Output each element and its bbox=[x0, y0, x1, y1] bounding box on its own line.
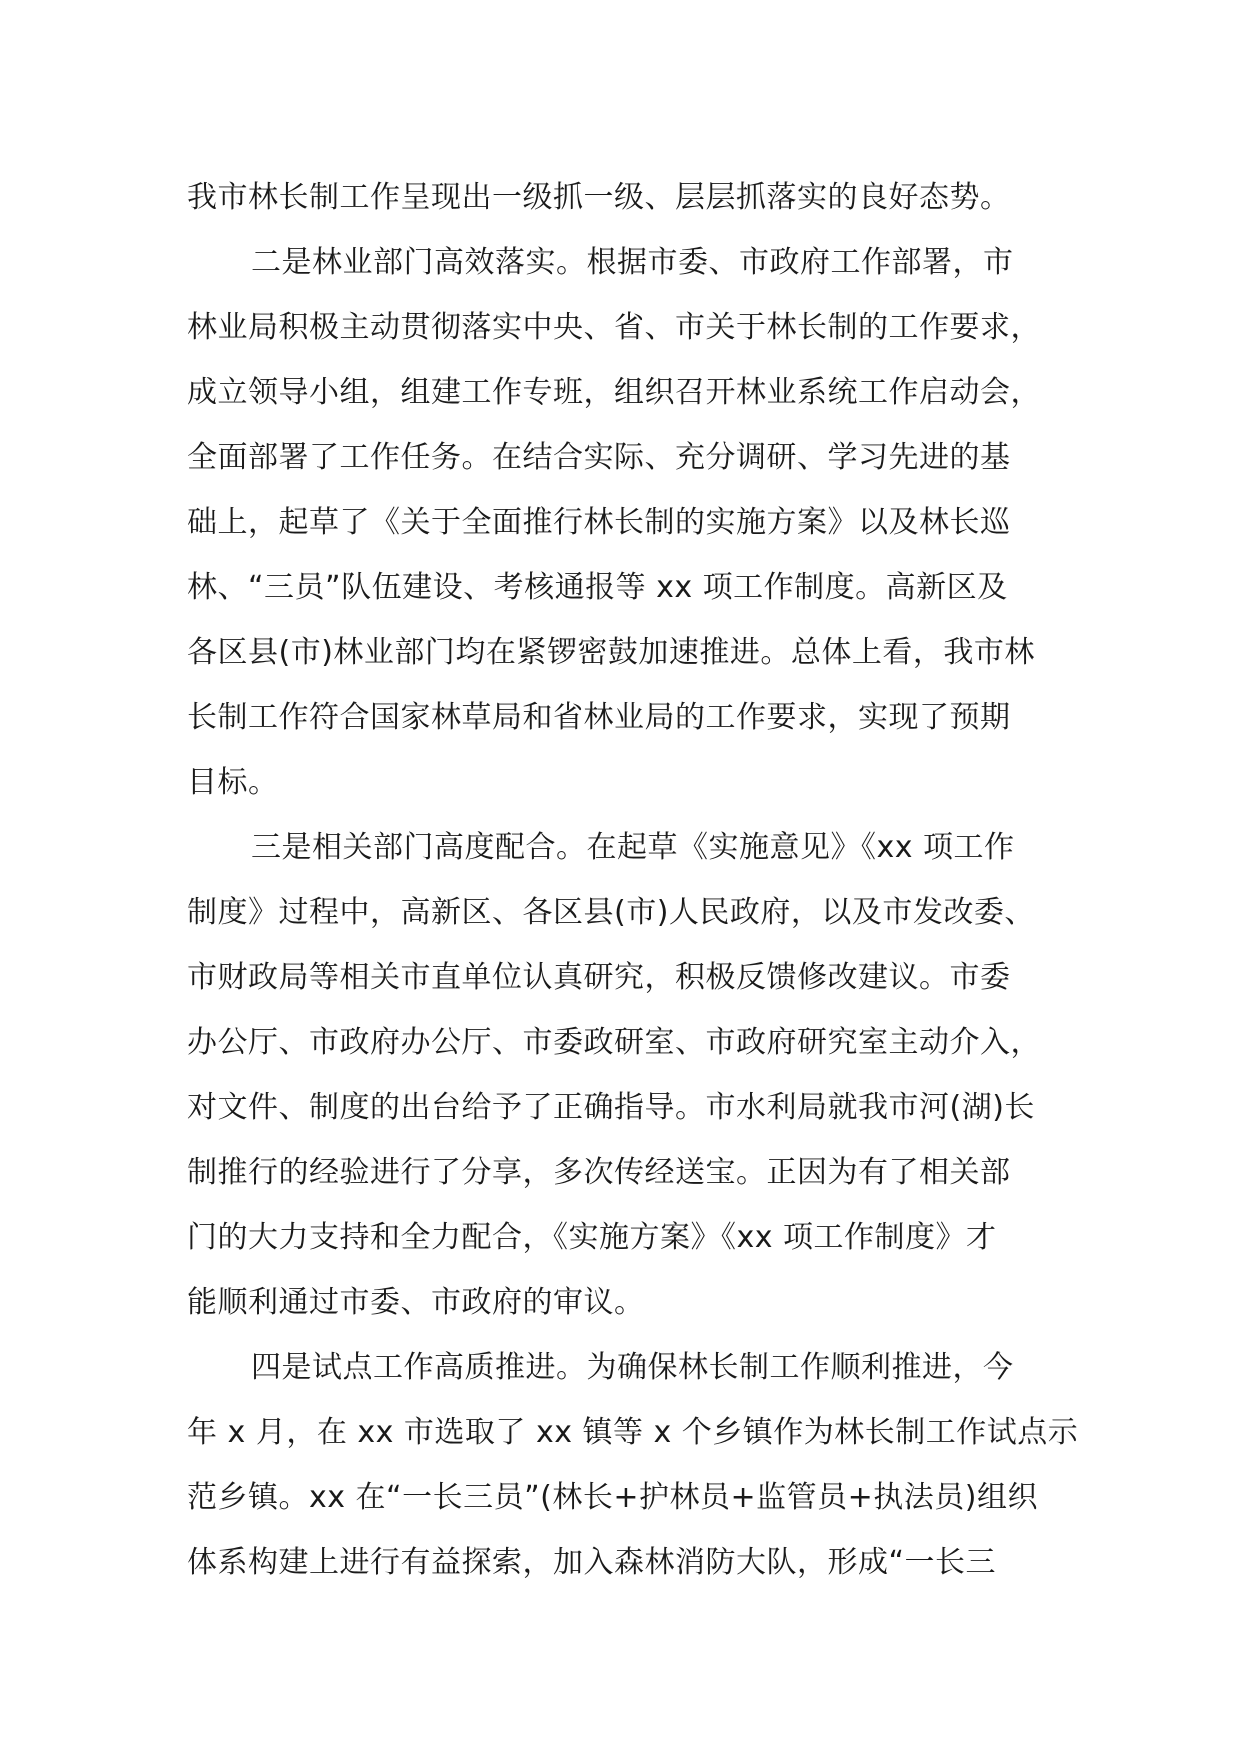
paragraph-start-line: 四是试点工作高质推进。为确保林长制工作顺利推进，今 bbox=[251, 1350, 1014, 1385]
text-line: 能顺利通过市委、市政府的审议。 bbox=[187, 1285, 645, 1320]
text-line: 制推行的经验进行了分享，多次传经送宝。正因为有了相关部 bbox=[187, 1155, 1011, 1190]
paragraph-start-line: 二是林业部门高效落实。根据市委、市政府工作部署，市 bbox=[251, 245, 1014, 280]
text-line: 林业局积极主动贯彻落实中央、省、市关于林长制的工作要求， bbox=[187, 310, 1041, 345]
text-line: 体系构建上进行有益探索，加入森林消防大队，形成“一长三 bbox=[187, 1545, 997, 1580]
text-line: 全面部署了工作任务。在结合实际、充分调研、学习先进的基 bbox=[187, 440, 1011, 475]
body-text bbox=[187, 165, 1087, 1595]
text-line: 我市林长制工作呈现出一级抓一级、层层抓落实的良好态势。 bbox=[187, 180, 1011, 215]
text-line: 林、“三员”队伍建设、考核通报等 xx 项工作制度。高新区及 bbox=[187, 570, 1008, 605]
text-line: 年 x 月，在 xx 市选取了 xx 镇等 x 个乡镇作为林长制工作试点示 bbox=[187, 1415, 1079, 1450]
text-line: 长制工作符合国家林草局和省林业局的工作要求，实现了预期 bbox=[187, 700, 1011, 735]
text-line: 办公厅、市政府办公厅、市委政研室、市政府研究室主动介入， bbox=[187, 1025, 1041, 1060]
text-line: 门的大力支持和全力配合，《实施方案》《xx 项工作制度》才 bbox=[187, 1220, 997, 1255]
text-line: 市财政局等相关市直单位认真研究，积极反馈修改建议。市委 bbox=[187, 960, 1011, 995]
text-line: 目标。 bbox=[187, 765, 279, 800]
text-line: 成立领导小组，组建工作专班，组织召开林业系统工作启动会， bbox=[187, 375, 1041, 410]
paragraph-start-line: 三是相关部门高度配合。在起草《实施意见》《xx 项工作 bbox=[251, 830, 1015, 865]
text-line: 础上，起草了《关于全面推行林长制的实施方案》以及林长巡 bbox=[187, 505, 1011, 540]
text-line: 对文件、制度的出台给予了正确指导。市水利局就我市河(湖)长 bbox=[187, 1090, 1035, 1125]
text-line: 各区县(市)林业部门均在紧锣密鼓加速推进。总体上看，我市林 bbox=[187, 635, 1035, 670]
text-line: 范乡镇。xx 在“一长三员”(林长+护林员+监管员+执法员)组织 bbox=[187, 1480, 1038, 1515]
text-line: 制度》过程中，高新区、各区县(市)人民政府，以及市发改委、 bbox=[187, 895, 1035, 930]
